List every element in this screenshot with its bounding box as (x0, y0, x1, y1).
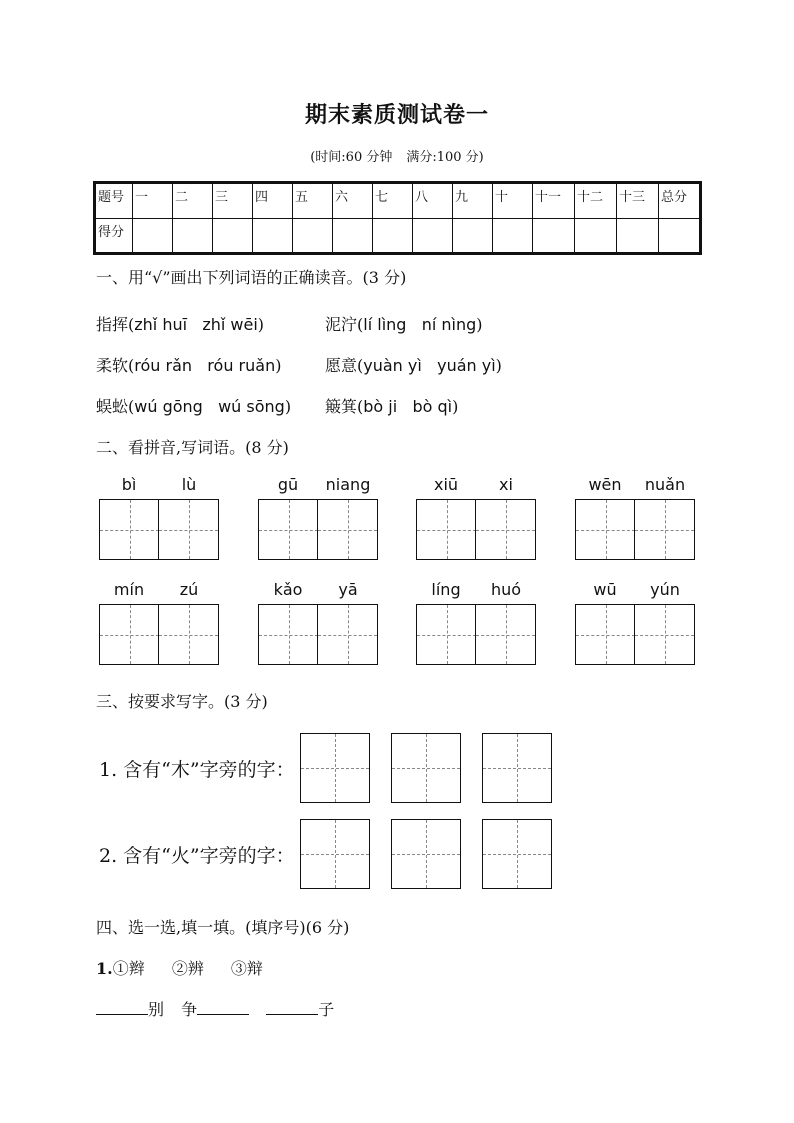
table-cell: 总分 (659, 183, 701, 219)
pinyin-label: wēn (588, 475, 622, 494)
score-input-cell[interactable] (253, 218, 293, 254)
page-title: 期末素质测试卷一 (304, 102, 489, 128)
pinyin-choice-item: 蜈蚣(wú gōng wú sōng) (96, 397, 292, 416)
time-limit: (时间:60 分钟 (310, 150, 393, 165)
score-input-cell[interactable] (293, 218, 333, 254)
pinyin-option[interactable]: yuán yì (437, 356, 496, 375)
option: ②辨 (171, 959, 204, 978)
table-cell: 一 (133, 183, 173, 219)
writing-grid-cell[interactable] (158, 604, 219, 665)
writing-grid-cell[interactable] (634, 604, 695, 665)
pinyin-option[interactable]: bò ji (363, 397, 398, 416)
pinyin-label: yā (338, 580, 358, 599)
fire-radical-prompt: 2. 含有“火”字旁的字： (99, 845, 295, 867)
table-cell: 题号 (95, 183, 133, 219)
pinyin-option[interactable]: zhǐ huī (134, 315, 188, 334)
word: 愿意 (325, 356, 358, 375)
section1-heading: 一、用“√”画出下列词语的正确读音。(3 分) (96, 268, 407, 287)
pinyin-label: mín (113, 580, 145, 599)
table-cell: 十二 (575, 183, 617, 219)
writing-grid-cell[interactable] (482, 733, 552, 803)
pinyin-label: líng (431, 580, 461, 599)
pinyin-label: zú (179, 580, 199, 599)
writing-grid-cell[interactable] (300, 819, 370, 889)
pinyin-choice-item: 柔软(róu rǎn róu ruǎn) (96, 356, 282, 375)
writing-grid-cell[interactable] (391, 819, 461, 889)
blank-word: 争 (181, 1000, 198, 1019)
score-input-cell[interactable] (133, 218, 173, 254)
writing-grid-cell[interactable] (475, 604, 536, 665)
score-input-cell[interactable] (173, 218, 213, 254)
fill-blank-line (96, 997, 334, 1020)
table-cell: 六 (333, 183, 373, 219)
pinyin-label: niang (325, 475, 371, 494)
table-cell: 七 (373, 183, 413, 219)
pinyin-label: yún (650, 580, 680, 599)
pinyin-option[interactable]: bò qì (412, 397, 453, 416)
word: 泥泞 (325, 315, 358, 334)
writing-grid-cell[interactable] (99, 499, 160, 560)
score-input-cell[interactable] (659, 218, 701, 254)
writing-grid-cell[interactable] (634, 499, 695, 560)
pinyin-option[interactable]: róu rǎn (134, 356, 193, 375)
writing-grid-cell[interactable] (258, 604, 319, 665)
score-input-cell[interactable] (617, 218, 659, 254)
score-table-score-row (95, 218, 701, 254)
pinyin-label: gū (277, 475, 299, 494)
wood-radical-prompt: 1. 含有“木”字旁的字： (99, 759, 295, 781)
pinyin-label: nuǎn (644, 475, 686, 494)
option: ③辩 (230, 959, 263, 978)
score-input-cell[interactable] (373, 218, 413, 254)
writing-grid-cell[interactable] (99, 604, 160, 665)
pinyin-option[interactable]: zhǐ wēi (202, 315, 258, 334)
exam-info (0, 146, 794, 165)
pinyin-label: huó (490, 580, 522, 599)
blank-word: 别 (148, 1000, 165, 1019)
writing-grid-cell[interactable] (300, 733, 370, 803)
pinyin-label: bì (121, 475, 137, 494)
writing-grid-cell[interactable] (416, 499, 477, 560)
pinyin-option[interactable]: róu ruǎn (207, 356, 276, 375)
table-cell: 九 (453, 183, 493, 219)
full-score: 满分:100 分) (406, 150, 484, 165)
pinyin-option[interactable]: wú gōng (134, 397, 203, 416)
writing-grid-cell[interactable] (158, 499, 219, 560)
section3-heading: 三、按要求写字。(3 分) (96, 692, 268, 711)
pinyin-label: lù (181, 475, 197, 494)
option: ①辫 (112, 959, 145, 978)
table-cell: 十 (493, 183, 533, 219)
score-input-cell[interactable] (533, 218, 575, 254)
writing-grid-cell[interactable] (317, 499, 378, 560)
blank-word: 子 (318, 1000, 335, 1019)
score-input-cell[interactable] (493, 218, 533, 254)
writing-grid-cell[interactable] (317, 604, 378, 665)
word: 柔软 (96, 356, 129, 375)
pinyin-choice-item: 泥泞(lí lìng ní nìng) (325, 315, 483, 334)
answer-blank[interactable] (96, 998, 148, 1015)
section4-heading: 四、选一选,填一填。(填序号)(6 分) (96, 918, 350, 937)
answer-blank[interactable] (266, 998, 318, 1015)
pinyin-label: xi (499, 475, 513, 494)
pinyin-choice-item: 愿意(yuàn yì yuán yì) (325, 356, 502, 375)
section2-heading: 二、看拼音,写词语。(8 分) (96, 438, 289, 457)
word: 簸箕 (325, 397, 358, 416)
writing-grid-cell[interactable] (416, 604, 477, 665)
score-input-cell[interactable] (575, 218, 617, 254)
table-cell: 八 (413, 183, 453, 219)
table-cell: 五 (293, 183, 333, 219)
writing-grid-cell[interactable] (575, 604, 636, 665)
table-cell: 二 (173, 183, 213, 219)
pinyin-label: wū (593, 580, 617, 599)
pinyin-choice-item: 簸箕(bò ji bò qì) (325, 397, 459, 416)
pinyin-option[interactable]: wú sōng (218, 397, 285, 416)
score-input-cell[interactable] (333, 218, 373, 254)
pinyin-label: xiū (433, 475, 459, 494)
score-input-cell[interactable] (413, 218, 453, 254)
question-1-options (96, 956, 263, 979)
pinyin-option[interactable]: yuàn yì (363, 356, 422, 375)
score-table (93, 181, 702, 255)
pinyin-option[interactable]: lí lìng (363, 315, 407, 334)
writing-grid-cell[interactable] (391, 733, 461, 803)
table-cell: 三 (213, 183, 253, 219)
answer-blank[interactable] (197, 998, 249, 1015)
pinyin-label: kǎo (273, 580, 303, 599)
writing-grid-cell[interactable] (475, 499, 536, 560)
writing-grid-cell[interactable] (258, 499, 319, 560)
question-number: 1. (96, 959, 113, 978)
word: 蜈蚣 (96, 397, 129, 416)
score-table-header-row (95, 183, 701, 219)
writing-grid-cell[interactable] (482, 819, 552, 889)
pinyin-option[interactable]: ní nìng (421, 315, 477, 334)
word: 指挥 (96, 315, 129, 334)
writing-grid-cell[interactable] (575, 499, 636, 560)
table-cell: 十一 (533, 183, 575, 219)
pinyin-choice-item: 指挥(zhǐ huī zhǐ wēi) (96, 315, 265, 334)
table-cell: 十三 (617, 183, 659, 219)
table-cell: 四 (253, 183, 293, 219)
table-cell: 得分 (95, 218, 133, 254)
score-input-cell[interactable] (213, 218, 253, 254)
score-input-cell[interactable] (453, 218, 493, 254)
